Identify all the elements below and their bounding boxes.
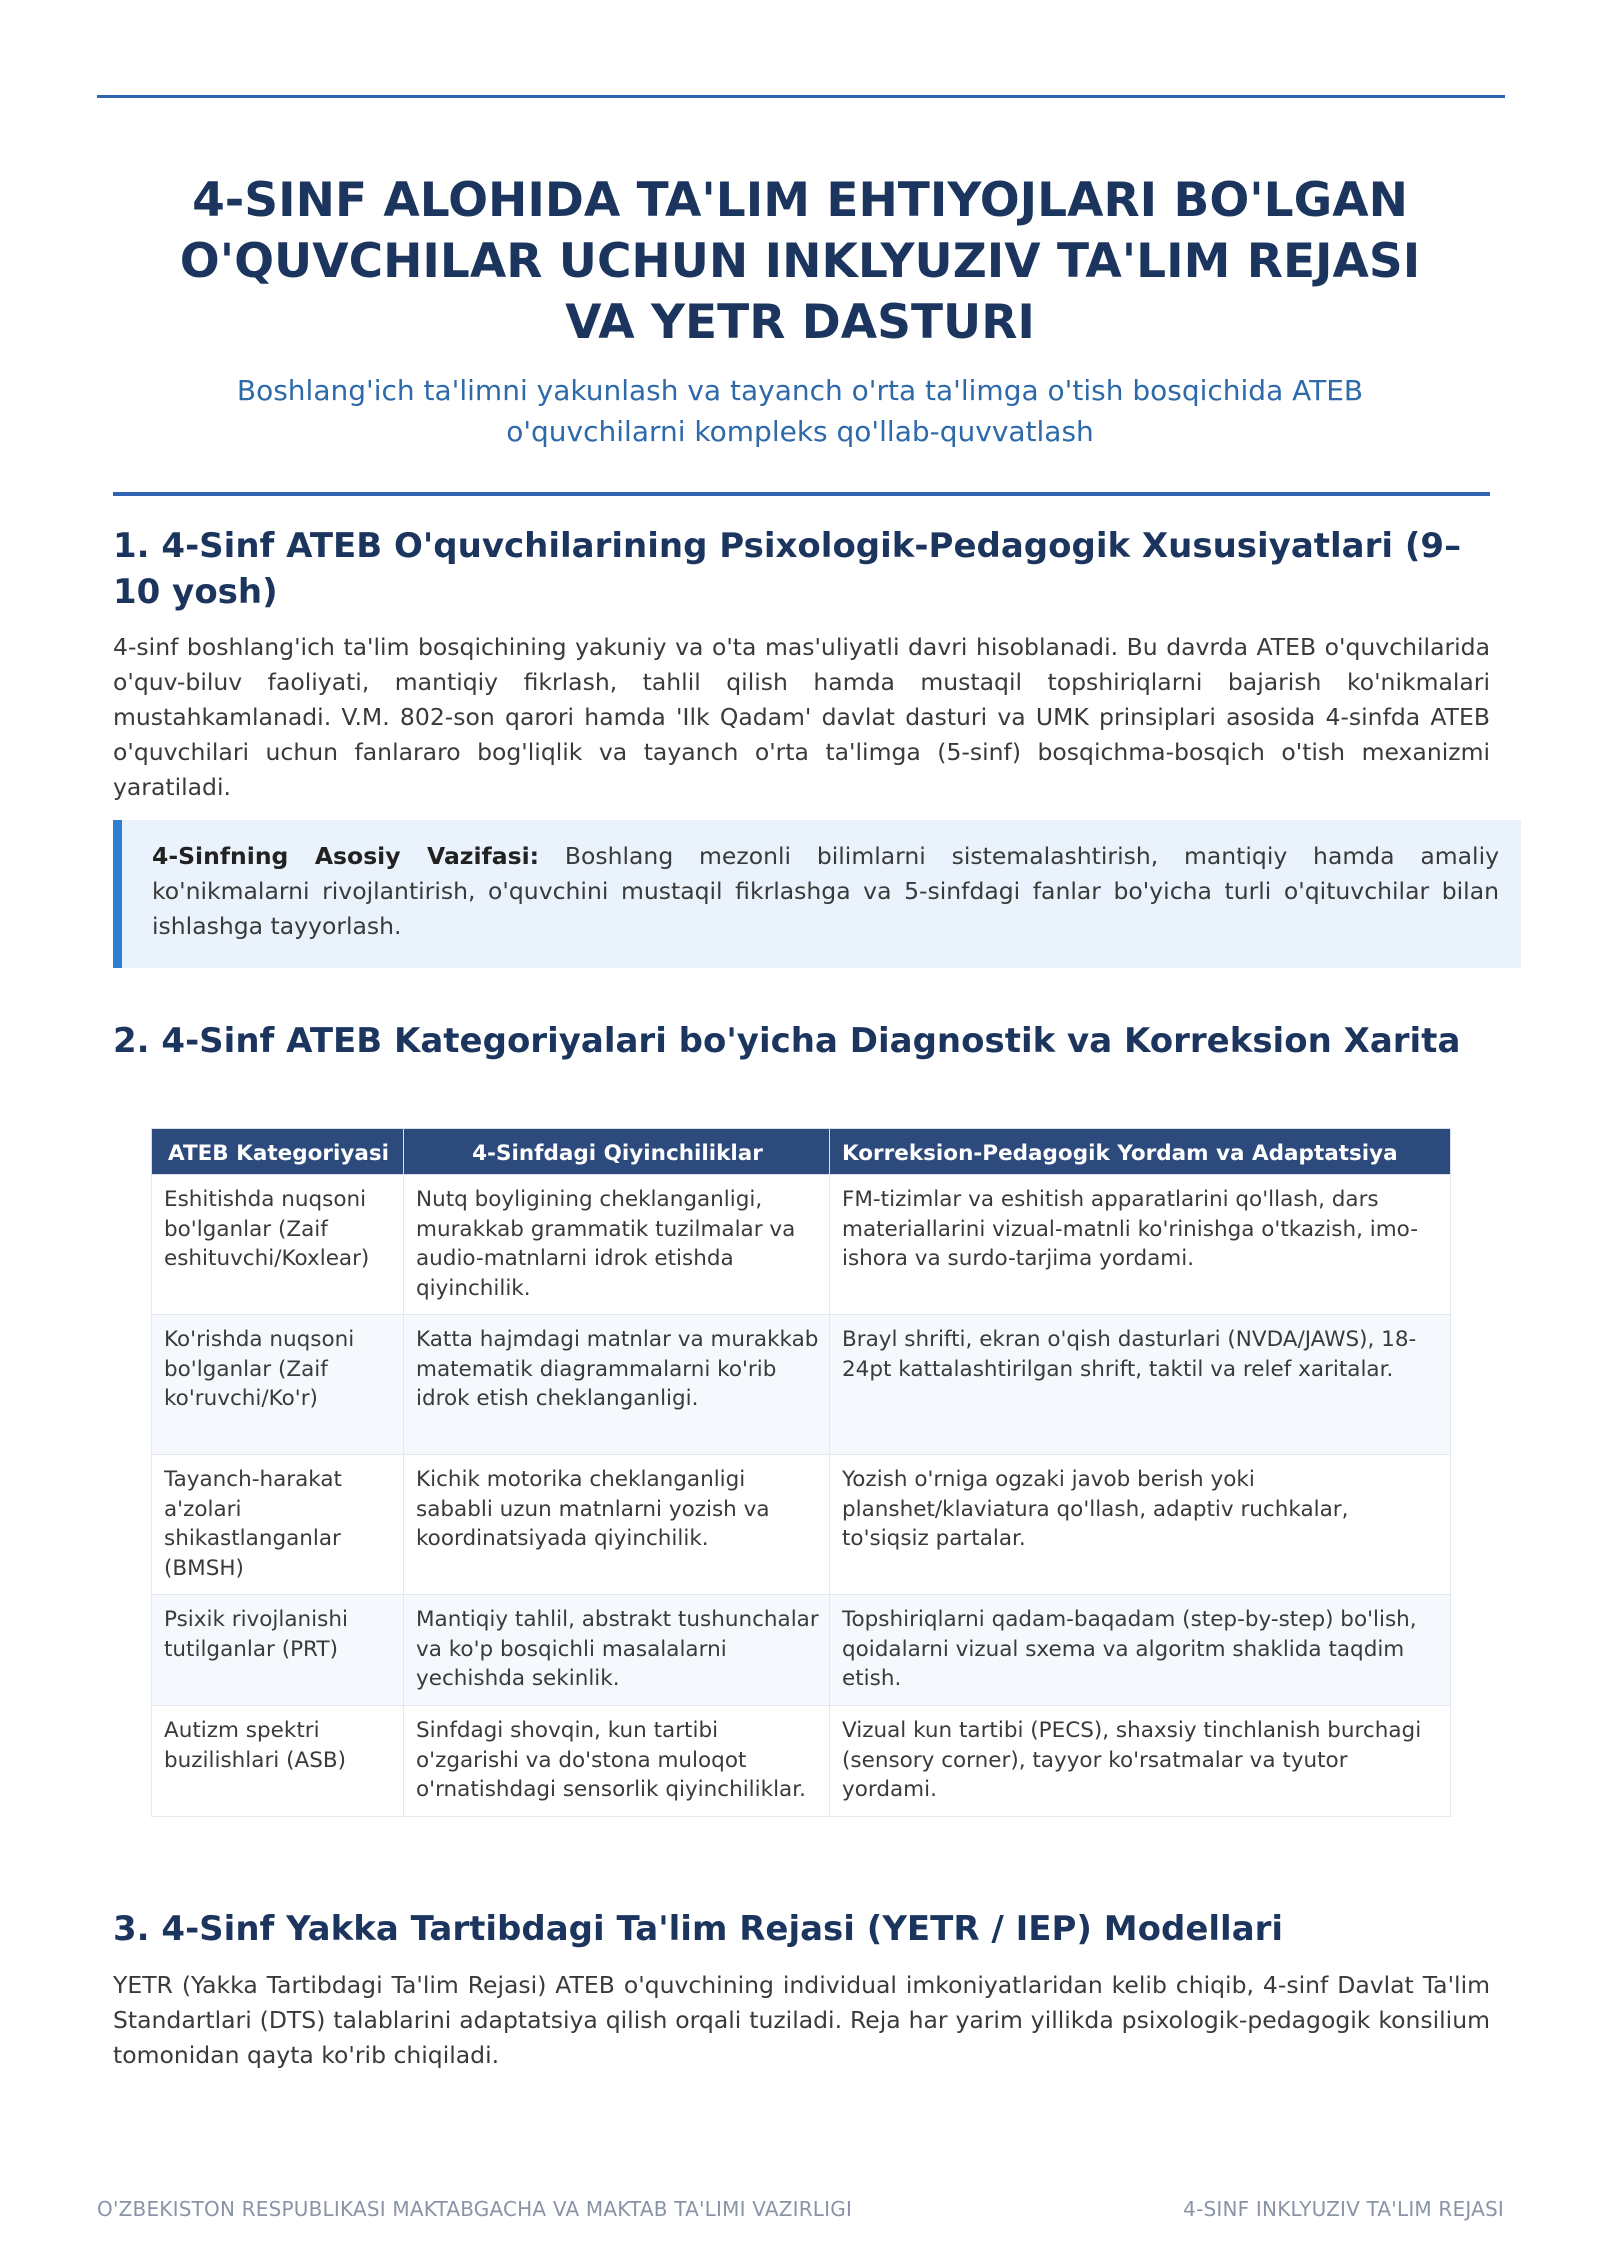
section-1-heading: 1. 4-Sinf ATEB O'quvchilarining Psixologik-Pedagogik Xususiyatlari (9–10 yosh) <box>113 526 1462 612</box>
column-header: ATEB Kategoriyasi <box>152 1129 404 1175</box>
table-cell: Autizm spektri buzilishlari (ASB) <box>152 1706 404 1817</box>
table-cell: Katta hajmdagi matnlar va murakkab matematik diagrammalarni ko'rib idrok etish cheklanganligi. <box>404 1315 830 1455</box>
table-header-row <box>152 1129 1451 1175</box>
document-subtitle: Boshlang'ich ta'limni yakunlash va tayanch o'rta ta'limga o'tish bosqichida ATEB o'quvchilarni kompleks qo'llab-quvvatlash <box>236 374 1364 448</box>
table-cell: Sinfdagi shovqin, kun tartibi o'zgarishi va do'stona muloqot o'rnatishdagi sensorlik qiyinchiliklar. <box>404 1706 830 1817</box>
callout-text <box>152 839 1499 944</box>
table-row <box>152 1455 1451 1595</box>
table-cell: Nutq boyligining cheklanganligi, murakkab grammatik tuzilmalar va audio-matnlarni idrok etishda qiyinchilik. <box>404 1175 830 1315</box>
section-3-heading: 3. 4-Sinf Yakka Tartibdagi Ta'lim Rejasi (YETR / IEP) Modellari <box>113 1909 1284 1949</box>
table-cell: Yozish o'rniga ogzaki javob berish yoki planshet/klaviatura qo'llash, adaptiv ruchkalar, to'siqsiz partalar. <box>830 1455 1451 1595</box>
table-row <box>152 1175 1451 1315</box>
table-cell: Vizual kun tartibi (PECS), shaxsiy tinchlanish burchagi (sensory corner), tayyor ko'rsatmalar va tyutor yordami. <box>830 1706 1451 1817</box>
column-header: Korreksion-Pedagogik Yordam va Adaptatsiya <box>830 1129 1451 1175</box>
footer-ministry: O'ZBEKISTON RESPUBLIKASI MAKTABGACHA VA MAKTAB TA'LIMI VAZIRLIGI <box>97 2197 853 2221</box>
column-header: 4-Sinfdagi Qiyinchiliklar <box>404 1129 830 1175</box>
title-divider <box>113 492 1490 496</box>
table-cell: FM-tizimlar va eshitish apparatlarini qo'llash, dars materiallarini vizual-matnli ko'rinishga o'tkazish, imo-ishora va surdo-tarjima yordami. <box>830 1175 1451 1315</box>
document-title: 4-SINF ALOHIDA TA'LIM EHTIYOJLARI BO'LGAN O'QUVCHILAR UCHUN INKLYUZIV TA'LIM REJASI VA YETR DASTURI <box>179 173 1421 350</box>
section-2-heading: 2. 4-Sinf ATEB Kategoriyalari bo'yicha Diagnostik va Korreksion Xarita <box>113 1021 1461 1061</box>
top-divider <box>97 95 1505 98</box>
ateb-correction-table <box>151 1128 1451 1817</box>
table-cell: Psixik rivojlanishi tutilganlar (PRT) <box>152 1595 404 1706</box>
table-cell: Tayanch-harakat a'zolari shikastlanganlar (BMSH) <box>152 1455 404 1595</box>
main-task-callout <box>113 820 1521 968</box>
section-3-paragraph: YETR (Yakka Tartibdagi Ta'lim Rejasi) ATEB o'quvchining individual imkoniyatlaridan kelib chiqib, 4-sinf Davlat Ta'lim Standartlari (DTS) talablarini adaptatsiya qilish orqali tuziladi. Reja har yarim yillikda psixologik-pedagogik konsilium tomonidan qayta ko'rib chiqiladi. <box>113 1971 1490 2069</box>
callout-body: Boshlang mezonli bilimlarni sistemalashtirish, mantiqiy hamda amaliy ko'nikmalarni rivojlantirish, o'quvchini mustaqil fikrlashga va 5-sinfdagi fanlar bo'yicha turli o'qituvchilar bilan ishlashga tayyorlash. <box>152 842 1500 940</box>
table-cell: Eshitishda nuqsoni bo'lganlar (Zaif eshituvchi/Koxlear) <box>152 1175 404 1315</box>
table-cell: Mantiqiy tahlil, abstrakt tushunchalar va ko'p bosqichli masalalarni yechishda sekinlik. <box>404 1595 830 1706</box>
callout-label: 4-Sinfning Asosiy Vazifasi: <box>152 842 540 870</box>
table-cell: Topshiriqlarni qadam-baqadam (step-by-step) bo'lish, qoidalarni vizual sxema va algoritm shaklida taqdim etish. <box>830 1595 1451 1706</box>
table-cell: Kichik motorika cheklanganligi sababli uzun matnlarni yozish va koordinatsiyada qiyinchilik. <box>404 1455 830 1595</box>
footer-document-name: 4-SINF INKLYUZIV TA'LIM REJASI <box>1183 2197 1504 2221</box>
table-row <box>152 1595 1451 1706</box>
table-row <box>152 1315 1451 1455</box>
table-cell: Brayl shrifti, ekran o'qish dasturlari (NVDA/JAWS), 18-24pt kattalashtirilgan shrift, taktil va relef xaritalar. <box>830 1315 1451 1455</box>
table-cell: Ko'rishda nuqsoni bo'lganlar (Zaif ko'ruvchi/Ko'r) <box>152 1315 404 1455</box>
table-row <box>152 1706 1451 1817</box>
section-1-paragraph: 4-sinf boshlang'ich ta'lim bosqichining yakuniy va o'ta mas'uliyatli davri hisoblanadi. Bu davrda ATEB o'quvchilarida o'quv-biluv faoliyati, mantiqiy fikrlash, tahlil qilish hamda mustaqil topshiriqlarni bajarish ko'nikmalari mustahkamlanadi. V.M. 802-son qarori hamda 'Ilk Qadam' davlat dasturi va UMK prinsiplari asosida 4-sinfda ATEB o'quvchilari uchun fanlararo bog'liqlik va tayanch o'rta ta'limga (5-sinf) bosqichma-bosqich o'tish mexanizmi yaratiladi. <box>113 633 1490 801</box>
